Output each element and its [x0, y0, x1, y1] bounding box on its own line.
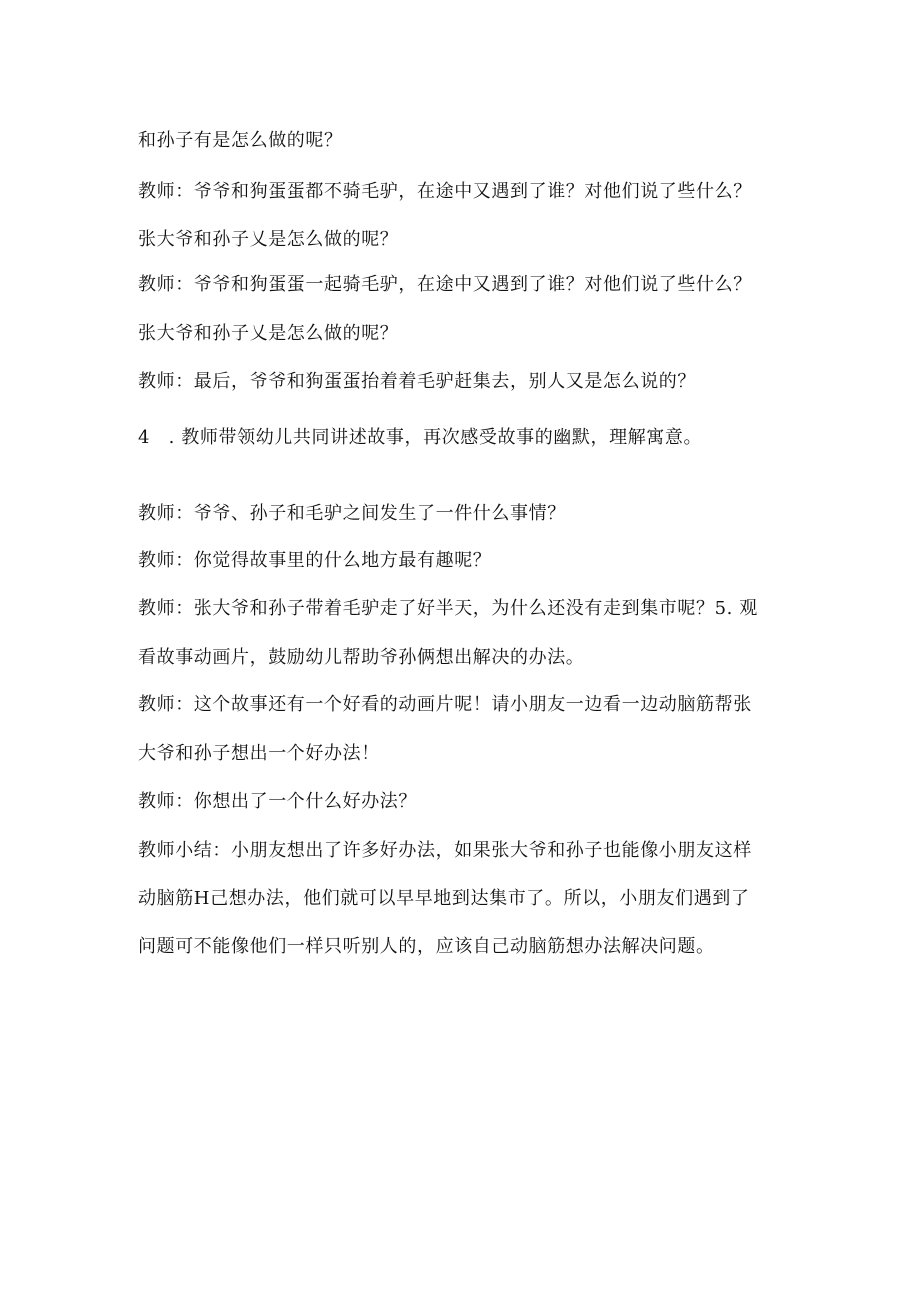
text-line-2: 教师：爷爷和狗蛋蛋都不骑毛驴，在途中又遇到了谁？对他们说了些什么？ — [138, 181, 752, 202]
text-line-13: 大爷和孙子想出一个好办法！ — [138, 743, 380, 764]
text-line-4: 教师：爷爷和狗蛋蛋一起骑毛驴，在途中又遇到了谁？对他们说了些什么？ — [138, 274, 752, 295]
text-line-16: 动脑筋H己想办法，他们就可以早早地到达集市了。所以，小朋友们遇到了 — [138, 888, 750, 909]
text-line-3: 张大爷和孙子乂是怎么做的呢？ — [138, 229, 399, 250]
text-line-11: 看故事动画片，鼓励幼儿帮助爷孙俩想出解决的办法。 — [138, 647, 585, 668]
text-line-5: 张大爷和孙子乂是怎么做的呢？ — [138, 323, 399, 344]
text-line-1: 和孙子有是怎么做的呢？ — [138, 130, 343, 151]
text-line-9: 教师：你觉得故事里的什么地方最有趣呢？ — [138, 550, 492, 571]
text-line-7: 4 . 教师带领幼儿共同讲述故事，再次感受故事的幽默，理解寓意。 — [138, 427, 703, 448]
text-line-15: 教师小结：小朋友想出了许多好办法，如果张大爷和孙子也能像小朋友这样 — [138, 840, 752, 861]
text-line-12: 教师：这个故事还有一个好看的动画片呢！请小朋友一边看一边动脑筋帮张 — [138, 694, 752, 715]
text-line-6: 教师：最后，爷爷和狗蛋蛋抬着着毛驴赶集去，别人又是怎么说的？ — [138, 371, 696, 392]
text-line-8: 教师：爷爷、孙子和毛驴之间发生了一件什么事情？ — [138, 503, 566, 524]
text-line-14: 教师：你想出了一个什么好办法？ — [138, 791, 417, 812]
text-line-17: 问题可不能像他们一样只听别人的，应该自己动脑筋想办法解决问题。 — [138, 936, 715, 957]
text-line-10: 教师：张大爷和孙子带着毛驴走了好半天，为什么还没有走到集市呢？5. 观 — [138, 598, 758, 619]
